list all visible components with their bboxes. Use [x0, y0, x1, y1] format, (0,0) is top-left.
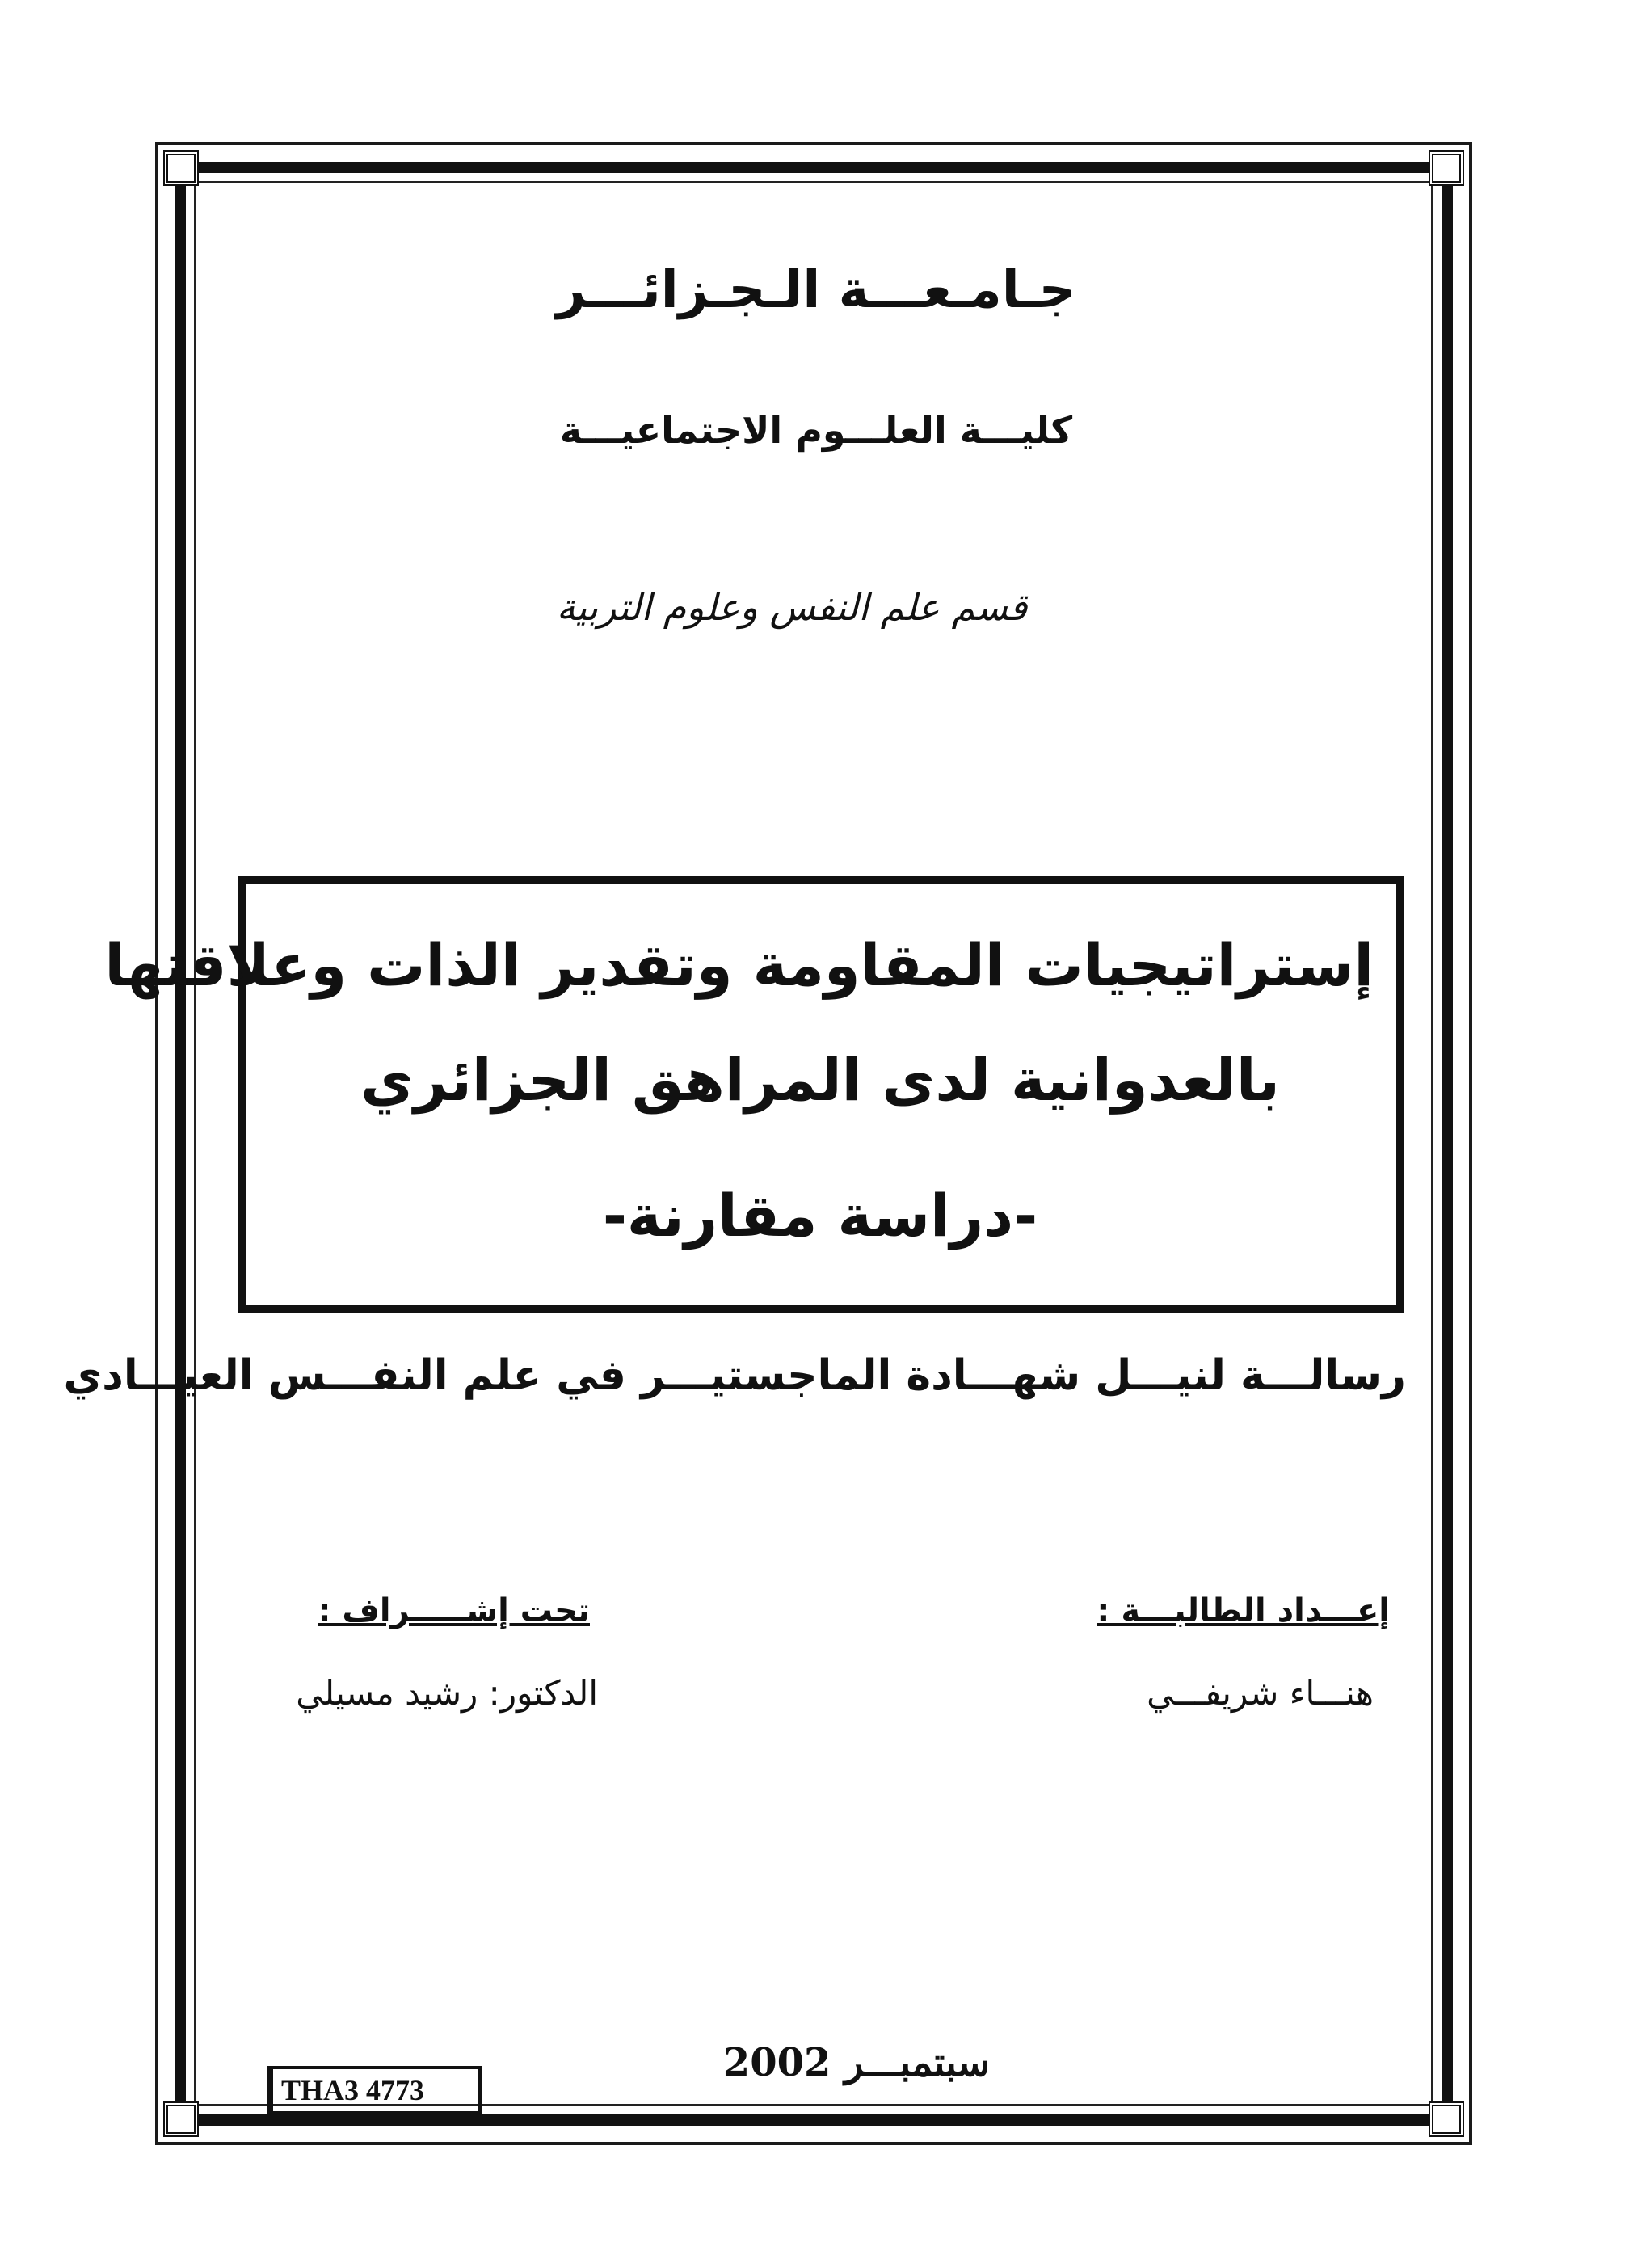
submission-date: سبتمبـــر 2002	[722, 2040, 991, 2085]
thesis-title-line-1: إستراتيجيات المقاومة وتقدير الذات وعلاقتها	[104, 931, 1374, 999]
thesis-title-line-2: بالعدوانية لدى المراهق الجزائري	[360, 1046, 1280, 1114]
student-name: هنـــاء شريفـــي	[1147, 1673, 1374, 1713]
university-name: جـامـعـــة الـجـزائـــر	[556, 260, 1076, 320]
faculty-name: كليـــة العلـــوم الاجتماعيـــة	[559, 408, 1073, 452]
border-corner-ornament	[163, 2101, 199, 2137]
border-corner-ornament	[1429, 150, 1464, 186]
supervision-label: تحت إشـــــراف :	[318, 1592, 590, 1629]
prepared-by-label: إعـــداد الطالبـــة :	[1097, 1592, 1390, 1629]
supervisor-name: الدكتور: رشيد مسيلي	[296, 1673, 598, 1713]
degree-statement: رسالـــة لنيـــل شهـــادة الماجستيـــر في علم النفـــس العيـــادي	[63, 1351, 1406, 1400]
border-corner-ornament	[1429, 2101, 1464, 2137]
thesis-subtitle: -دراسة مقارنة-	[603, 1182, 1038, 1250]
border-corner-ornament	[163, 150, 199, 186]
department-name: قسم علم النفس وعلوم التربية	[556, 585, 1028, 629]
catalog-number-stamp: THA3 4773	[267, 2066, 482, 2114]
